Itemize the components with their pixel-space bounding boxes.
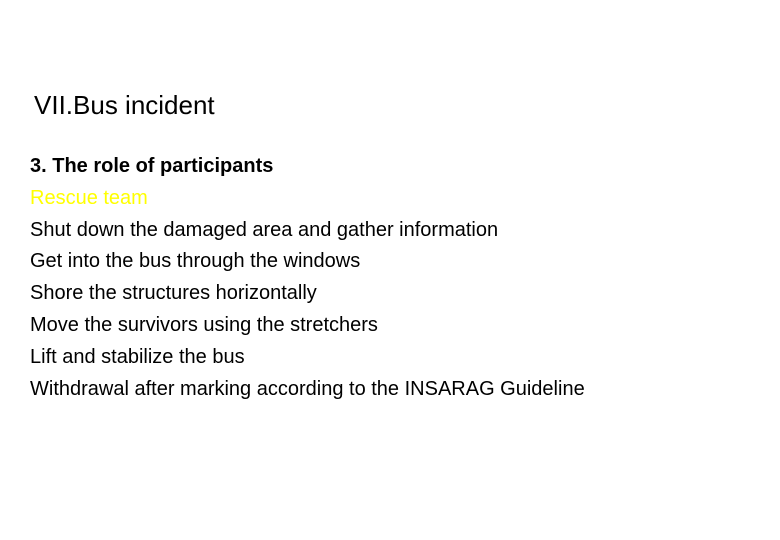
section-heading: 3. The role of participants [30,155,274,177]
list-item: Get into the bus through the windows [30,250,361,273]
list-item: Shore the structures horizontally [30,282,317,305]
list-item: Move the survivors using the stretchers [30,313,378,336]
list-item: Withdrawal after marking according to the INSARAG Guideline [30,377,585,400]
list-item: Lift and stabilize the bus [30,345,245,368]
subheading-rescue-team: Rescue team [30,186,148,209]
list-item: Shut down the damaged area and gather information [30,218,499,241]
slide-title: VII.Bus incident [34,90,215,120]
slide-body [30,151,760,405]
